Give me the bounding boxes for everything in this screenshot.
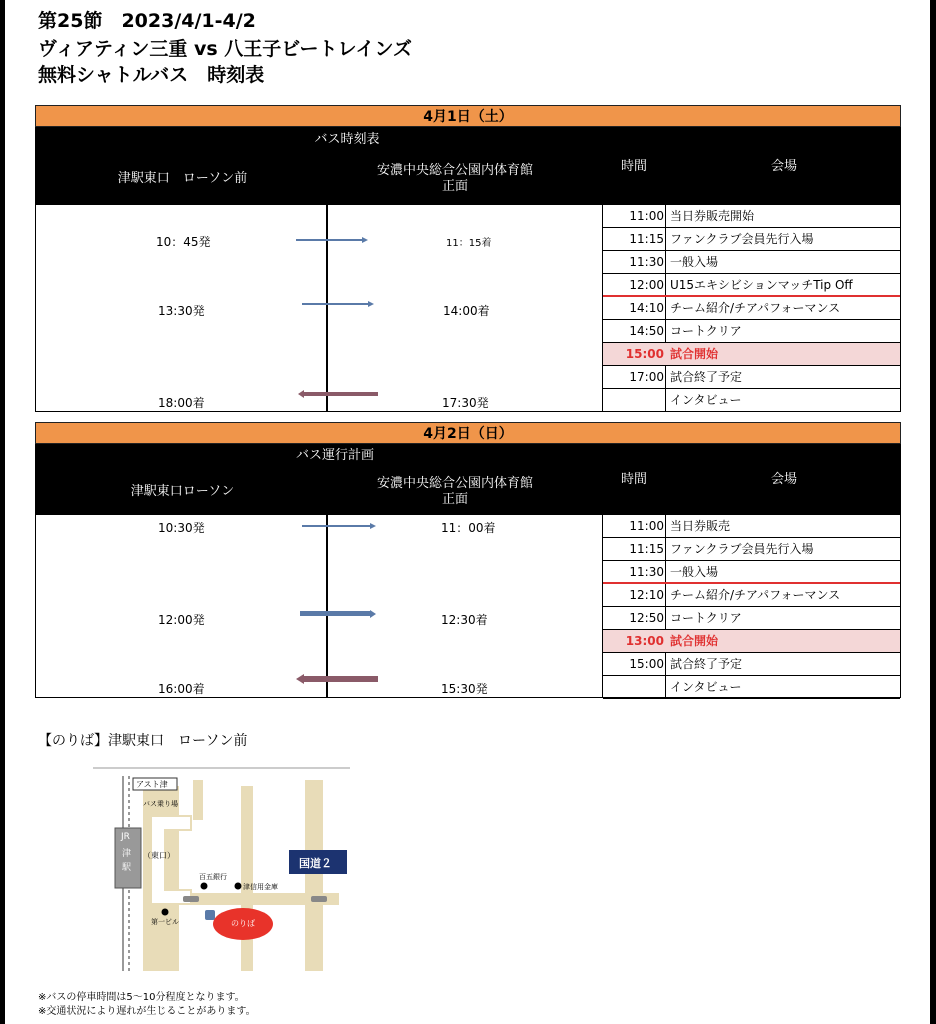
map-jr-label: JR xyxy=(121,832,130,842)
map-bus-stop-label: バス乗り場 xyxy=(143,800,178,808)
schedule-row xyxy=(603,274,900,297)
schedule-event: ファンクラブ会員先行入場 xyxy=(670,542,814,556)
map-asuto-label: アスト津 xyxy=(136,780,168,789)
schedule-row xyxy=(603,297,900,320)
map-tsu-label: 津 xyxy=(122,849,132,859)
schedule-row xyxy=(603,366,900,389)
schedule-time: 15:00 xyxy=(629,657,664,671)
day1-bus1-arrow-right-icon xyxy=(296,239,368,242)
schedule-time: 11:00 xyxy=(629,209,664,223)
shuttle-title: 無料シャトルバス 時刻表 xyxy=(38,64,265,86)
map-illustration xyxy=(93,766,353,976)
schedule-event: ファンクラブ会員先行入場 xyxy=(670,232,814,246)
map-route-label: 国道２ xyxy=(299,857,332,870)
day2-bus3-arrive: 16:00着 xyxy=(158,682,205,696)
day1-date-banner: 4月1日（土） xyxy=(35,105,901,127)
event-title: 第25節 2023/4/1-4/2 xyxy=(38,10,256,32)
day2-bus2-arrow-right-icon xyxy=(300,613,376,616)
day1-time-header: 時間 xyxy=(620,159,647,174)
day1-bus3-arrive: 18:00着 xyxy=(158,396,205,410)
day2-dest-header-line1: 安濃中央総合公園内体育館 xyxy=(376,476,533,491)
schedule-event: 一般入場 xyxy=(670,565,719,579)
map-noriba-label: のりば xyxy=(231,919,255,928)
day2-bus1-depart: 10:30発 xyxy=(158,521,205,535)
schedule-event: 当日券販売 xyxy=(670,519,731,533)
schedule-row xyxy=(603,205,900,228)
day1-origin-header: 津駅東口 ローソン前 xyxy=(117,171,248,186)
schedule-event: U15エキシビションマッチTip Off xyxy=(670,278,853,292)
schedule-time: 12:00 xyxy=(629,278,664,292)
noriba-title: 【のりば】津駅東口 ローソン前 xyxy=(38,733,248,749)
day1-bus1-arrive: 11：15着 xyxy=(446,238,492,249)
schedule-event: 一般入場 xyxy=(670,255,719,269)
schedule-event: チーム紹介/チアパフォーマンス xyxy=(670,588,841,602)
note-stop-time: ※バスの停車時間は5～10分程度となります。 xyxy=(38,992,245,1003)
schedule-event: インタビュー xyxy=(670,680,742,694)
day1-bus2-arrive: 14:00着 xyxy=(443,304,490,318)
schedule-row xyxy=(603,607,900,630)
day2-origin-header: 津駅東口ローソン xyxy=(130,484,235,499)
day1-divider xyxy=(326,205,328,411)
schedule-event: 当日券販売開始 xyxy=(670,209,755,223)
day1-dest-header-line1: 安濃中央総合公園内体育館 xyxy=(376,163,533,178)
schedule-row xyxy=(603,515,900,538)
schedule-time: 11:15 xyxy=(629,542,664,556)
schedule-event: 試合開始 xyxy=(670,347,719,361)
day1-bus2-arrow-right-icon xyxy=(302,303,374,306)
schedule-event: 試合開始 xyxy=(670,634,719,648)
day2-dest-header-line2: 正面 xyxy=(441,492,468,507)
day2-bus1-arrive: 11：00着 xyxy=(441,521,496,535)
schedule-event: コートクリア xyxy=(670,324,742,338)
day2-time-header: 時間 xyxy=(620,472,647,487)
schedule-row xyxy=(603,251,900,274)
schedule-event: コートクリア xyxy=(670,611,742,625)
document-page xyxy=(5,0,930,1024)
schedule-time: 11:15 xyxy=(629,232,664,246)
noriba-map xyxy=(93,766,353,976)
day1-venue-header: 会場 xyxy=(770,159,797,174)
match-title: ヴィアティン三重 vs 八王子ビートレインズ xyxy=(38,38,412,60)
schedule-row xyxy=(603,389,900,412)
day1-bus3-depart: 17:30発 xyxy=(442,396,489,410)
day2-venue-header: 会場 xyxy=(770,472,797,487)
day1-dest-header-line2: 正面 xyxy=(441,179,468,194)
day2-table-body xyxy=(35,515,901,698)
schedule-time: 14:50 xyxy=(629,324,664,338)
schedule-time: 12:50 xyxy=(629,611,664,625)
map-bank2-label: 津信用金庫 xyxy=(243,883,278,891)
schedule-row xyxy=(603,584,900,607)
day1-bus2-depart: 13:30発 xyxy=(158,304,205,318)
schedule-time: 15:00 xyxy=(625,347,664,361)
schedule-row xyxy=(603,630,900,653)
map-bank1-label: 百五銀行 xyxy=(199,873,227,881)
day1-timetable xyxy=(35,105,901,412)
day2-bus3-arrow-left-icon xyxy=(296,677,378,680)
schedule-row xyxy=(603,561,900,584)
map-eki-label: 駅 xyxy=(122,863,132,873)
schedule-row xyxy=(603,538,900,561)
schedule-row xyxy=(603,676,900,699)
day2-table-header xyxy=(35,444,901,515)
day2-bus3-depart: 15:30発 xyxy=(441,682,488,696)
schedule-time: 14:10 xyxy=(629,301,664,315)
schedule-time: 11:30 xyxy=(629,565,664,579)
map-east-exit-label: （東口） xyxy=(143,851,175,860)
schedule-row xyxy=(603,343,900,366)
day2-timetable xyxy=(35,422,901,698)
schedule-time: 13:00 xyxy=(625,634,664,648)
day2-date-banner: 4月2日（日） xyxy=(35,422,901,444)
schedule-row xyxy=(603,320,900,343)
day2-bus1-arrow-right-icon xyxy=(302,525,376,528)
schedule-time: 11:30 xyxy=(629,255,664,269)
note-traffic: ※交通状況により遅れが生じることがあります。 xyxy=(38,1006,256,1017)
schedule-time: 12:10 xyxy=(629,588,664,602)
map-building-label: 第一ビル xyxy=(151,918,179,926)
day1-table-header xyxy=(35,127,901,205)
day1-bus1-depart: 10：45発 xyxy=(156,235,211,249)
day1-bus-title: バス時刻表 xyxy=(314,132,380,147)
day1-table-body xyxy=(35,205,901,412)
day1-bus3-arrow-left-icon xyxy=(298,393,378,396)
day2-divider xyxy=(326,515,328,697)
schedule-event: 試合終了予定 xyxy=(670,370,743,384)
schedule-time: 11:00 xyxy=(629,519,664,533)
schedule-time: 17:00 xyxy=(629,370,664,384)
schedule-event: チーム紹介/チアパフォーマンス xyxy=(670,301,841,315)
schedule-row xyxy=(603,228,900,251)
schedule-event: 試合終了予定 xyxy=(670,657,743,671)
day2-bus2-arrive: 12:30着 xyxy=(441,613,488,627)
schedule-row xyxy=(603,653,900,676)
day2-bus2-depart: 12:00発 xyxy=(158,613,205,627)
schedule-event: インタビュー xyxy=(670,393,742,407)
day2-bus-title: バス運行計画 xyxy=(295,448,374,463)
